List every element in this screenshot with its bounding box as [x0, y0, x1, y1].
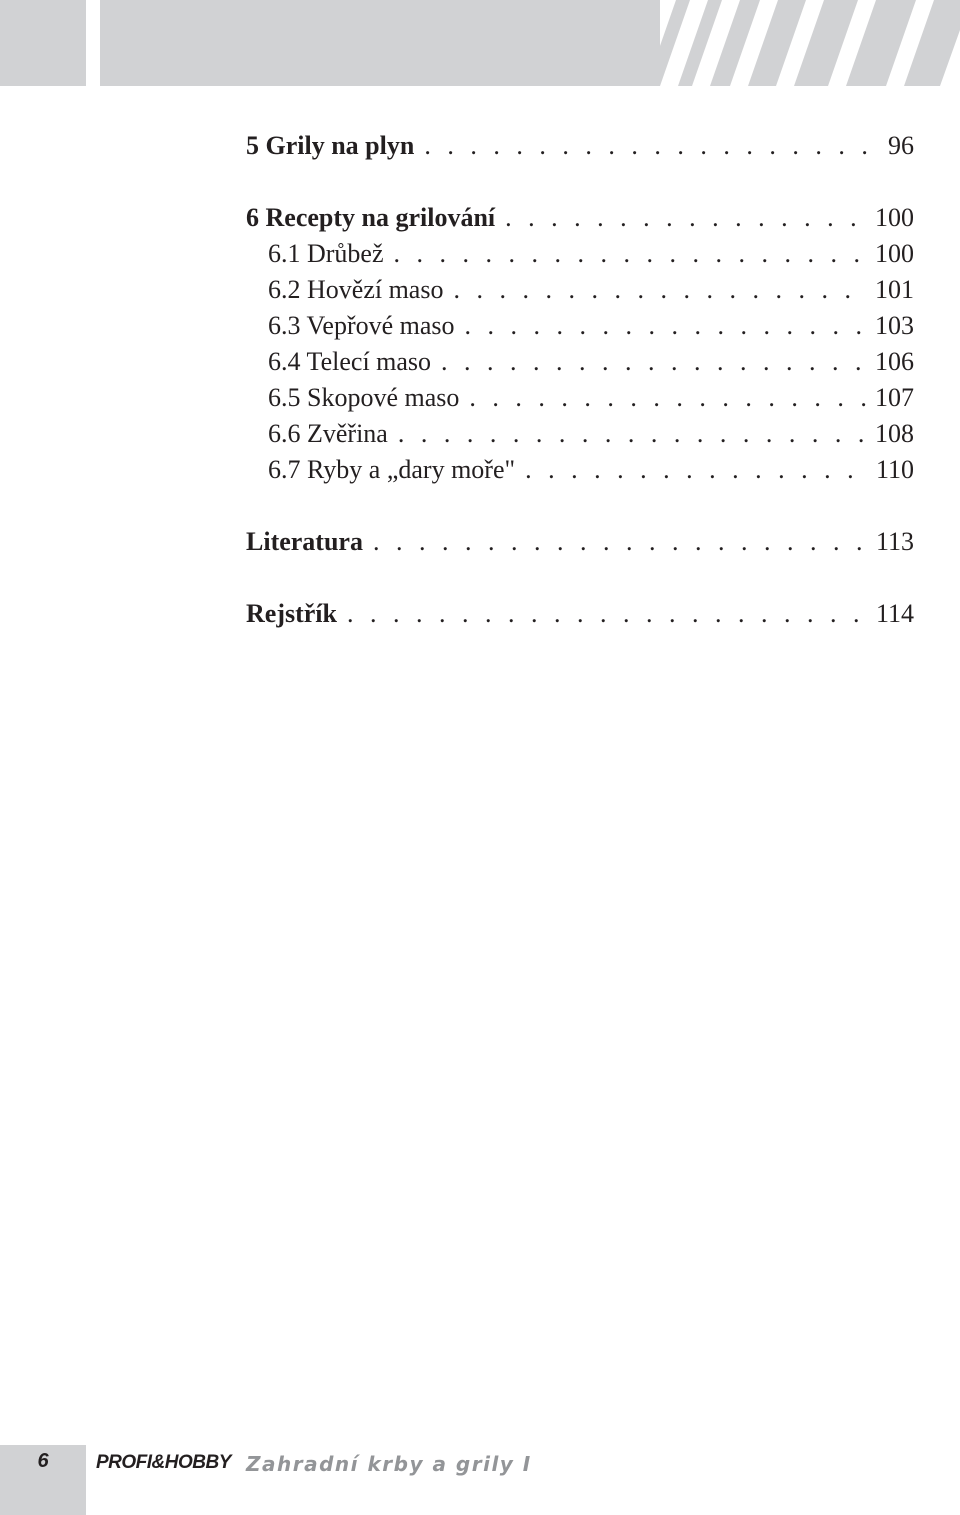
toc-subentry[interactable]: [246, 380, 914, 416]
toc-subentry[interactable]: [246, 272, 914, 308]
footer-book-title: Zahradní krby a grily I: [246, 1452, 532, 1476]
dot-leader: [453, 272, 869, 308]
table-of-contents: [246, 128, 914, 632]
dot-leader: [505, 200, 869, 236]
toc-entry-page: 101: [875, 275, 914, 304]
toc-entry[interactable]: [246, 596, 914, 632]
toc-entry-title: Rejstřík: [246, 599, 337, 628]
dot-leader: [394, 236, 869, 272]
toc-entry-page: 107: [875, 383, 914, 412]
toc-subentry[interactable]: [246, 452, 914, 488]
toc-entry-page: 103: [875, 311, 914, 340]
dot-leader: [424, 128, 882, 164]
toc-entry-page: 113: [875, 527, 914, 556]
dot-leader: [525, 452, 870, 488]
stripe-pattern-icon: [0, 0, 960, 86]
toc-entry-title: 6 Recepty na grilování: [246, 203, 496, 232]
dot-leader: [373, 524, 870, 560]
dot-leader: [469, 380, 869, 416]
toc-entry-page: 106: [875, 347, 914, 376]
toc-entry-title: 6.2 Hovězí maso: [268, 275, 444, 304]
top-decorative-band: [0, 0, 960, 86]
toc-entry[interactable]: [246, 200, 914, 236]
toc-entry-title: 6.1 Drůbež: [268, 239, 384, 268]
dot-leader: [398, 416, 869, 452]
toc-entry-title: 6.6 Zvěřina: [268, 419, 388, 448]
dot-leader: [441, 344, 869, 380]
toc-entry-title: 5 Grily na plyn: [246, 131, 415, 160]
toc-entry-title: 6.3 Vepřové maso: [268, 311, 455, 340]
footer-page-number: 6: [37, 1450, 49, 1472]
toc-entry-page: 110: [875, 455, 914, 484]
toc-entry[interactable]: [246, 524, 914, 560]
toc-entry-page: 96: [888, 131, 914, 160]
toc-entry-title: Literatura: [246, 527, 363, 556]
toc-subentry[interactable]: [246, 344, 914, 380]
toc-entry-page: 114: [875, 599, 914, 628]
toc-subentry[interactable]: [246, 236, 914, 272]
toc-subentry[interactable]: [246, 416, 914, 452]
toc-entry-title: 6.7 Ryby a „dary moře": [268, 455, 516, 484]
toc-entry-page: 100: [875, 239, 914, 268]
toc-entry-page: 108: [875, 419, 914, 448]
toc-entry[interactable]: [246, 128, 914, 164]
dot-leader: [347, 596, 870, 632]
dot-leader: [465, 308, 869, 344]
toc-entry-title: 6.5 Skopové maso: [268, 383, 460, 412]
toc-entry-page: 100: [875, 203, 914, 232]
footer-brand-logo: PROFI&HOBBY: [96, 1452, 231, 1473]
toc-subentry[interactable]: [246, 308, 914, 344]
toc-entry-title: 6.4 Telecí maso: [268, 347, 432, 376]
